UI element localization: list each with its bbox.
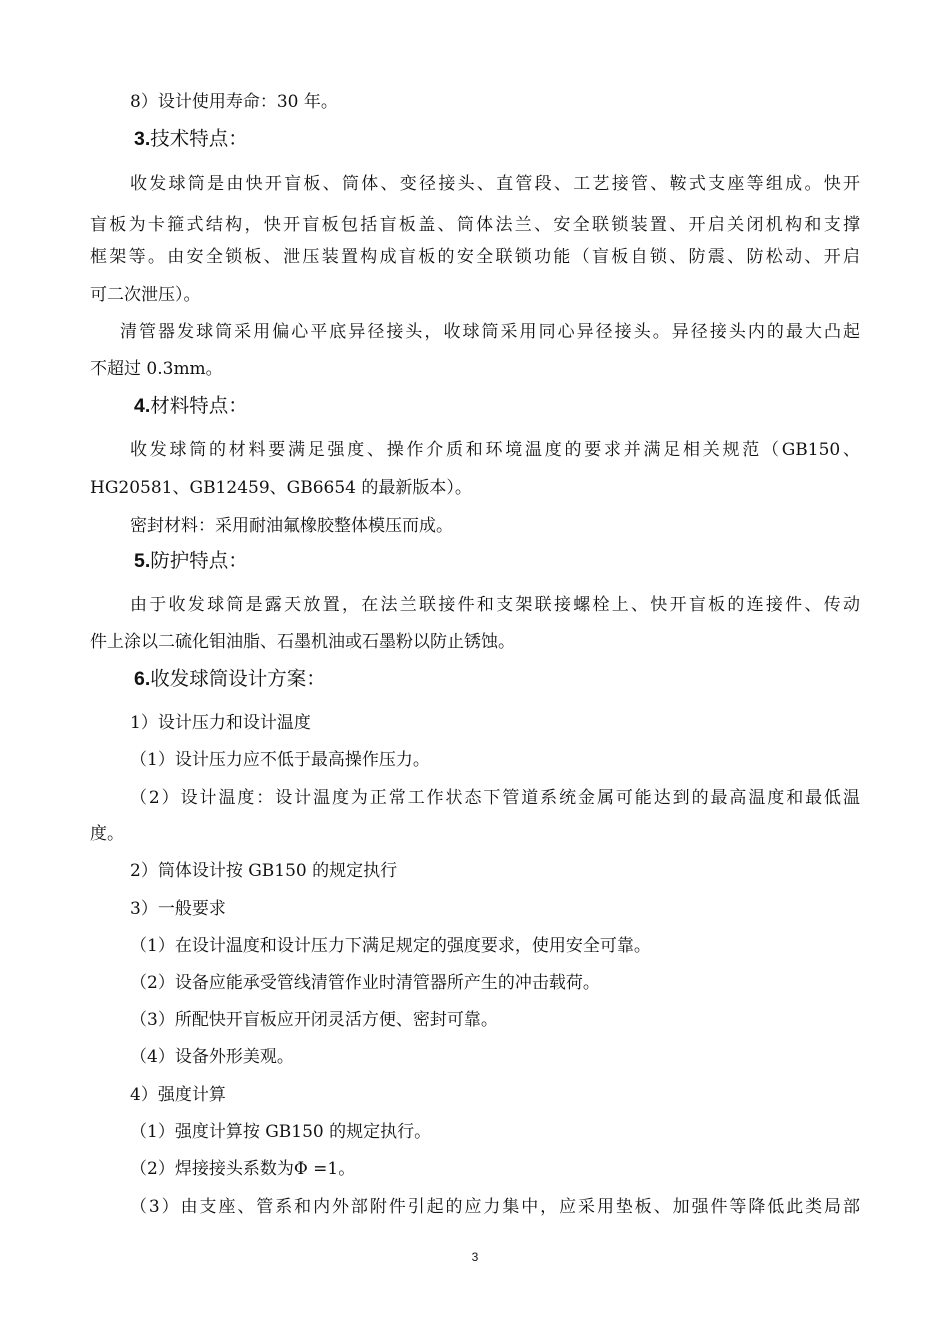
paragraph-line: 件上涂以二硫化钼油脂、石墨机油或石墨粉以防止锈蚀。 (90, 632, 515, 652)
list-item: （2）焊接接头系数为Φ =1。 (130, 1159, 356, 1179)
section-heading (134, 127, 904, 151)
list-item: （1）设计压力应不低于最高操作压力。 (130, 750, 430, 770)
list-item: （1）在设计温度和设计压力下满足规定的强度要求，使用安全可靠。 (130, 936, 651, 956)
list-item: 1）设计压力和设计温度 (130, 713, 311, 733)
list-item: 8）设计使用寿命：30 年。 (130, 92, 338, 112)
paragraph-line: 收发球筒的材料要满足强度、操作介质和环境温度的要求并满足相关规范（GB150、 (130, 440, 860, 460)
list-item: （2）设计温度：设计温度为正常工作状态下管道系统金属可能达到的最高温度和最低温 (130, 788, 860, 808)
paragraph-line: 可二次泄压）。 (90, 285, 201, 305)
paragraph-line: 收发球筒是由快开盲板、筒体、变径接头、直管段、工艺接管、鞍式支座等组成。快开 (130, 174, 860, 194)
page-number: 3 (471, 1250, 479, 1264)
list-item: 4）强度计算 (130, 1085, 226, 1105)
paragraph-line: 框架等。由安全锁板、泄压装置构成盲板的安全联锁功能（盲板自锁、防震、防松动、开启 (90, 247, 860, 267)
section-number: 4. (134, 395, 151, 417)
list-item: （4）设备外形美观。 (130, 1047, 294, 1067)
list-item: （3）由支座、管系和内外部附件引起的应力集中，应采用垫板、加强件等降低此类局部 (130, 1197, 860, 1217)
paragraph-line: 清管器发球筒采用偏心平底异径接头，收球筒采用同心异径接头。异径接头内的最大凸起 (120, 322, 860, 342)
section-number: 5. (134, 550, 151, 572)
paragraph-line: 密封材料：采用耐油氟橡胶整体模压而成。 (130, 516, 453, 536)
paragraph-line: 不超过 0.3mm。 (90, 359, 223, 379)
section-title: 材料特点： (150, 394, 248, 417)
section-number: 6. (134, 668, 151, 690)
paragraph-line: 由于收发球筒是露天放置，在法兰联接件和支架联接螺栓上、快开盲板的连接件、传动 (130, 595, 860, 615)
list-item: （3）所配快开盲板应开闭灵活方便、密封可靠。 (130, 1010, 498, 1030)
list-item: 2）筒体设计按 GB150 的规定执行 (130, 861, 398, 881)
section-title: 收发球筒设计方案： (150, 667, 326, 690)
section-title: 防护特点： (150, 549, 248, 572)
section-heading (134, 667, 904, 691)
section-title: 技术特点： (150, 127, 248, 150)
section-number: 3. (134, 128, 151, 150)
list-item: 3）一般要求 (130, 899, 226, 919)
section-heading (134, 549, 904, 573)
section-heading (134, 394, 904, 418)
list-item: （2）设备应能承受管线清管作业时清管器所产生的冲击载荷。 (130, 973, 600, 993)
paragraph-line: HG20581、GB12459、GB6654 的最新版本）。 (90, 478, 472, 498)
paragraph-line: 盲板为卡箍式结构，快开盲板包括盲板盖、筒体法兰、安全联锁装置、开启关闭机构和支撑 (90, 215, 860, 235)
list-item: （1）强度计算按 GB150 的规定执行。 (130, 1122, 432, 1142)
list-item: 度。 (90, 824, 124, 844)
